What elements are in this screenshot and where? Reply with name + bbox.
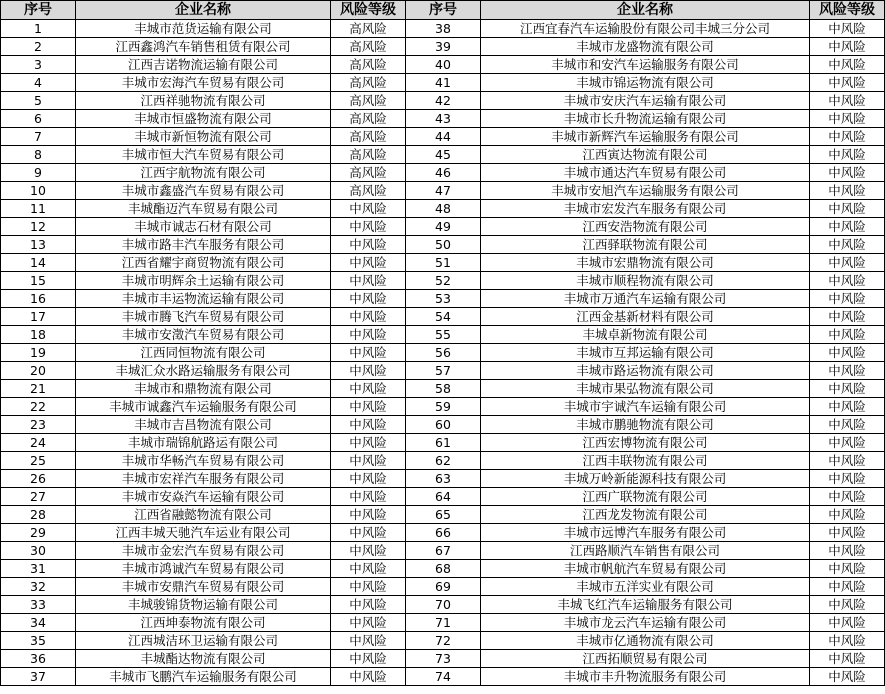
cell-company-name: 江西寅达物流有限公司: [481, 146, 810, 164]
cell-company-name: 丰城市恒大汽车贸易有限公司: [76, 146, 331, 164]
cell-no: 33: [1, 596, 76, 614]
cell-risk-level: 中风险: [810, 542, 885, 560]
cell-no: 49: [406, 218, 481, 236]
cell-risk-level: 中风险: [331, 272, 406, 290]
cell-company-name: 丰城万岭新能源科技有限公司: [481, 470, 810, 488]
cell-risk-level: 中风险: [331, 668, 406, 686]
cell-risk-level: 中风险: [810, 362, 885, 380]
cell-company-name: 丰城市龙云汽车运输有限公司: [481, 614, 810, 632]
cell-risk-level: 中风险: [331, 362, 406, 380]
table-row: [1, 38, 885, 56]
cell-no: 11: [1, 200, 76, 218]
cell-no: 62: [406, 452, 481, 470]
cell-company-name: 江西驿联物流有限公司: [481, 236, 810, 254]
cell-company-name: 丰城市和鼎物流有限公司: [76, 380, 331, 398]
cell-company-name: 丰城市顺程物流有限公司: [481, 272, 810, 290]
cell-company-name: 丰城飞红汽车运输服务有限公司: [481, 596, 810, 614]
cell-no: 25: [1, 452, 76, 470]
cell-risk-level: 中风险: [331, 524, 406, 542]
cell-risk-level: 中风险: [810, 578, 885, 596]
table-row: [1, 668, 885, 686]
cell-company-name: 江西同恒物流有限公司: [76, 344, 331, 362]
cell-no: 15: [1, 272, 76, 290]
cell-company-name: 江西省融懿物流有限公司: [76, 506, 331, 524]
table-row: [1, 488, 885, 506]
cell-company-name: 丰城骏锦货物运输有限公司: [76, 596, 331, 614]
cell-company-name: 江西鑫鸿汽车销售租赁有限公司: [76, 38, 331, 56]
cell-risk-level: 中风险: [331, 380, 406, 398]
cell-company-name: 丰城市安鼎汽车贸易有限公司: [76, 578, 331, 596]
cell-risk-level: 中风险: [810, 560, 885, 578]
cell-risk-level: 中风险: [810, 164, 885, 182]
cell-company-name: 丰城市明辉余土运输有限公司: [76, 272, 331, 290]
cell-risk-level: 中风险: [810, 272, 885, 290]
cell-risk-level: 中风险: [331, 434, 406, 452]
cell-no: 69: [406, 578, 481, 596]
cell-risk-level: 中风险: [331, 506, 406, 524]
cell-risk-level: 中风险: [810, 236, 885, 254]
cell-risk-level: 中风险: [810, 452, 885, 470]
cell-risk-level: 中风险: [810, 182, 885, 200]
cell-risk-level: 中风险: [810, 614, 885, 632]
cell-no: 54: [406, 308, 481, 326]
cell-risk-level: 中风险: [331, 416, 406, 434]
cell-risk-level: 中风险: [810, 218, 885, 236]
cell-company-name: 丰城市华畅汽车贸易有限公司: [76, 452, 331, 470]
cell-company-name: 丰城市远博汽车服务有限公司: [481, 524, 810, 542]
cell-risk-level: 中风险: [810, 632, 885, 650]
cell-no: 68: [406, 560, 481, 578]
table-row: [1, 92, 885, 110]
cell-no: 39: [406, 38, 481, 56]
cell-no: 20: [1, 362, 76, 380]
cell-company-name: 丰城汇众水路运输服务有限公司: [76, 362, 331, 380]
cell-company-name: 江西吉诺物流运输有限公司: [76, 56, 331, 74]
cell-no: 28: [1, 506, 76, 524]
cell-no: 9: [1, 164, 76, 182]
cell-risk-level: 高风险: [331, 20, 406, 38]
cell-company-name: 丰城市安焱汽车运输有限公司: [76, 488, 331, 506]
table-row: [1, 110, 885, 128]
table-row: [1, 56, 885, 74]
table-row: [1, 596, 885, 614]
cell-company-name: 丰城市锦运物流有限公司: [481, 74, 810, 92]
table-row: [1, 524, 885, 542]
cell-company-name: 丰城市宇诚汽车运输有限公司: [481, 398, 810, 416]
cell-risk-level: 中风险: [810, 416, 885, 434]
cell-no: 30: [1, 542, 76, 560]
cell-company-name: 丰城市宏祥汽车服务有限公司: [76, 470, 331, 488]
cell-risk-level: 中风险: [331, 632, 406, 650]
table-row: [1, 290, 885, 308]
cell-company-name: 丰城卓新物流有限公司: [481, 326, 810, 344]
cell-company-name: 丰城市安旭汽车运输服务有限公司: [481, 182, 810, 200]
cell-no: 48: [406, 200, 481, 218]
cell-risk-level: 高风险: [331, 74, 406, 92]
cell-no: 52: [406, 272, 481, 290]
cell-no: 42: [406, 92, 481, 110]
cell-risk-level: 中风险: [810, 506, 885, 524]
cell-risk-level: 中风险: [810, 398, 885, 416]
cell-risk-level: 高风险: [331, 110, 406, 128]
cell-risk-level: 中风险: [331, 650, 406, 668]
table-row: [1, 74, 885, 92]
cell-risk-level: 中风险: [331, 614, 406, 632]
cell-risk-level: 中风险: [810, 344, 885, 362]
cell-company-name: 江西丰城天驰汽车运业有限公司: [76, 524, 331, 542]
cell-no: 45: [406, 146, 481, 164]
cell-company-name: 江西拓顺贸易有限公司: [481, 650, 810, 668]
cell-no: 58: [406, 380, 481, 398]
cell-risk-level: 中风险: [331, 290, 406, 308]
table-row: [1, 560, 885, 578]
cell-no: 34: [1, 614, 76, 632]
cell-no: 19: [1, 344, 76, 362]
header-row: [1, 1, 885, 20]
table-row: [1, 254, 885, 272]
table-row: [1, 128, 885, 146]
cell-company-name: 丰城市范货运输有限公司: [76, 20, 331, 38]
cell-company-name: 丰城市宏海汽车贸易有限公司: [76, 74, 331, 92]
cell-risk-level: 中风险: [810, 308, 885, 326]
cell-risk-level: 中风险: [331, 578, 406, 596]
cell-no: 56: [406, 344, 481, 362]
cell-no: 21: [1, 380, 76, 398]
cell-no: 57: [406, 362, 481, 380]
cell-company-name: 丰城市丰运物流运输有限公司: [76, 290, 331, 308]
cell-no: 22: [1, 398, 76, 416]
cell-no: 63: [406, 470, 481, 488]
cell-company-name: 江西省耀宇商贸物流有限公司: [76, 254, 331, 272]
cell-company-name: 江西祥驰物流有限公司: [76, 92, 331, 110]
cell-no: 10: [1, 182, 76, 200]
table-row: [1, 164, 885, 182]
cell-risk-level: 中风险: [810, 380, 885, 398]
cell-risk-level: 高风险: [331, 146, 406, 164]
cell-no: 53: [406, 290, 481, 308]
cell-risk-level: 中风险: [810, 326, 885, 344]
cell-company-name: 丰城市金宏汽车贸易有限公司: [76, 542, 331, 560]
cell-company-name: 丰城市帆航汽车贸易有限公司: [481, 560, 810, 578]
cell-company-name: 丰城市新辉汽车运输服务有限公司: [481, 128, 810, 146]
table-row: [1, 236, 885, 254]
cell-no: 38: [406, 20, 481, 38]
cell-risk-level: 中风险: [810, 56, 885, 74]
table-row: [1, 542, 885, 560]
cell-risk-level: 中风险: [810, 434, 885, 452]
cell-risk-level: 中风险: [810, 488, 885, 506]
cell-company-name: 江西丰联物流有限公司: [481, 452, 810, 470]
cell-company-name: 丰城市亿通物流有限公司: [481, 632, 810, 650]
cell-no: 71: [406, 614, 481, 632]
cell-no: 1: [1, 20, 76, 38]
cell-no: 61: [406, 434, 481, 452]
cell-risk-level: 高风险: [331, 182, 406, 200]
cell-risk-level: 高风险: [331, 56, 406, 74]
header-risk-left: 风险等级: [331, 1, 406, 20]
cell-no: 70: [406, 596, 481, 614]
cell-no: 7: [1, 128, 76, 146]
cell-risk-level: 中风险: [331, 236, 406, 254]
table-row: [1, 308, 885, 326]
cell-company-name: 丰城市果弘物流有限公司: [481, 380, 810, 398]
cell-risk-level: 中风险: [331, 308, 406, 326]
cell-no: 26: [1, 470, 76, 488]
table-row: [1, 452, 885, 470]
cell-company-name: 丰城市新恒物流有限公司: [76, 128, 331, 146]
table-row: [1, 398, 885, 416]
cell-risk-level: 中风险: [810, 254, 885, 272]
cell-company-name: 江西广联物流有限公司: [481, 488, 810, 506]
header-no-left: 序号: [1, 1, 76, 20]
cell-risk-level: 中风险: [810, 38, 885, 56]
table-row: [1, 218, 885, 236]
table-row: [1, 362, 885, 380]
cell-no: 60: [406, 416, 481, 434]
table-row: [1, 578, 885, 596]
cell-no: 73: [406, 650, 481, 668]
header-name-right: 企业名称: [481, 1, 810, 20]
cell-company-name: 丰城市通达汽车贸易有限公司: [481, 164, 810, 182]
cell-company-name: 丰城市鹏驰物流有限公司: [481, 416, 810, 434]
cell-risk-level: 中风险: [331, 254, 406, 272]
table-row: [1, 434, 885, 452]
cell-company-name: 丰城市飞鹏汽车运输服务有限公司: [76, 668, 331, 686]
cell-company-name: 丰城市路运物流有限公司: [481, 362, 810, 380]
cell-company-name: 江西宜春汽车运输股份有限公司丰城三分公司: [481, 20, 810, 38]
table-row: [1, 272, 885, 290]
cell-company-name: 丰城市丰升物流服务有限公司: [481, 668, 810, 686]
cell-company-name: 丰城市鸿诚汽车贸易有限公司: [76, 560, 331, 578]
cell-risk-level: 高风险: [331, 38, 406, 56]
cell-company-name: 丰城市长升物流运输有限公司: [481, 110, 810, 128]
table-row: [1, 200, 885, 218]
cell-risk-level: 中风险: [331, 596, 406, 614]
cell-company-name: 江西龙发物流有限公司: [481, 506, 810, 524]
cell-company-name: 丰城市安澂汽车贸易有限公司: [76, 326, 331, 344]
cell-company-name: 江西路顺汽车销售有限公司: [481, 542, 810, 560]
cell-no: 13: [1, 236, 76, 254]
cell-no: 74: [406, 668, 481, 686]
cell-no: 27: [1, 488, 76, 506]
cell-risk-level: 中风险: [810, 470, 885, 488]
cell-risk-level: 中风险: [810, 668, 885, 686]
cell-no: 16: [1, 290, 76, 308]
cell-risk-level: 中风险: [810, 74, 885, 92]
cell-company-name: 丰城市腾飞汽车贸易有限公司: [76, 308, 331, 326]
cell-no: 5: [1, 92, 76, 110]
table-row: [1, 470, 885, 488]
cell-company-name: 丰城市恒盛物流有限公司: [76, 110, 331, 128]
cell-company-name: 丰城市五洋实业有限公司: [481, 578, 810, 596]
cell-company-name: 丰城市互邦运输有限公司: [481, 344, 810, 362]
cell-company-name: 丰城酯达物流有限公司: [76, 650, 331, 668]
cell-risk-level: 中风险: [810, 650, 885, 668]
cell-risk-level: 中风险: [810, 110, 885, 128]
table-row: [1, 182, 885, 200]
cell-company-name: 丰城市瑞锦航路运有限公司: [76, 434, 331, 452]
cell-risk-level: 中风险: [331, 542, 406, 560]
cell-company-name: 丰城酯迈汽车贸易有限公司: [76, 200, 331, 218]
cell-risk-level: 中风险: [331, 470, 406, 488]
cell-no: 14: [1, 254, 76, 272]
cell-risk-level: 高风险: [331, 128, 406, 146]
cell-company-name: 江西宏博物流有限公司: [481, 434, 810, 452]
cell-company-name: 江西城洁环卫运输有限公司: [76, 632, 331, 650]
cell-no: 67: [406, 542, 481, 560]
cell-company-name: 丰城市吉昌物流有限公司: [76, 416, 331, 434]
cell-no: 41: [406, 74, 481, 92]
cell-no: 18: [1, 326, 76, 344]
cell-no: 35: [1, 632, 76, 650]
cell-no: 44: [406, 128, 481, 146]
cell-no: 32: [1, 578, 76, 596]
cell-risk-level: 中风险: [810, 524, 885, 542]
cell-no: 37: [1, 668, 76, 686]
cell-risk-level: 中风险: [810, 290, 885, 308]
table-row: [1, 614, 885, 632]
cell-risk-level: 中风险: [331, 452, 406, 470]
cell-risk-level: 中风险: [810, 128, 885, 146]
cell-company-name: 丰城市宏鼎物流有限公司: [481, 254, 810, 272]
cell-risk-level: 中风险: [331, 218, 406, 236]
table-row: [1, 344, 885, 362]
cell-company-name: 丰城市诚鑫汽车运输服务有限公司: [76, 398, 331, 416]
cell-no: 59: [406, 398, 481, 416]
cell-company-name: 江西坤泰物流有限公司: [76, 614, 331, 632]
cell-company-name: 丰城市诚志石材有限公司: [76, 218, 331, 236]
cell-no: 43: [406, 110, 481, 128]
cell-company-name: 江西安浩物流有限公司: [481, 218, 810, 236]
cell-no: 2: [1, 38, 76, 56]
cell-no: 55: [406, 326, 481, 344]
cell-risk-level: 中风险: [331, 326, 406, 344]
cell-company-name: 江西金基新材料有限公司: [481, 308, 810, 326]
cell-no: 6: [1, 110, 76, 128]
cell-no: 12: [1, 218, 76, 236]
cell-risk-level: 中风险: [810, 200, 885, 218]
cell-risk-level: 中风险: [810, 596, 885, 614]
cell-no: 72: [406, 632, 481, 650]
cell-no: 66: [406, 524, 481, 542]
cell-risk-level: 中风险: [331, 344, 406, 362]
cell-no: 17: [1, 308, 76, 326]
table-row: [1, 326, 885, 344]
cell-risk-level: 高风险: [331, 92, 406, 110]
cell-company-name: 丰城市鑫盛汽车贸易有限公司: [76, 182, 331, 200]
cell-risk-level: 中风险: [331, 560, 406, 578]
cell-company-name: 江西宇航物流有限公司: [76, 164, 331, 182]
cell-risk-level: 中风险: [331, 398, 406, 416]
cell-company-name: 丰城市和安汽车运输服务有限公司: [481, 56, 810, 74]
table-row: [1, 20, 885, 38]
cell-no: 4: [1, 74, 76, 92]
cell-company-name: 丰城市安庆汽车运输有限公司: [481, 92, 810, 110]
cell-no: 64: [406, 488, 481, 506]
cell-company-name: 丰城市龙盛物流有限公司: [481, 38, 810, 56]
cell-no: 23: [1, 416, 76, 434]
cell-no: 36: [1, 650, 76, 668]
cell-risk-level: 中风险: [810, 92, 885, 110]
table-row: [1, 506, 885, 524]
cell-risk-level: 高风险: [331, 164, 406, 182]
cell-no: 50: [406, 236, 481, 254]
cell-no: 31: [1, 560, 76, 578]
cell-no: 8: [1, 146, 76, 164]
cell-risk-level: 中风险: [810, 20, 885, 38]
header-no-right: 序号: [406, 1, 481, 20]
table-row: [1, 416, 885, 434]
header-risk-right: 风险等级: [810, 1, 885, 20]
cell-risk-level: 中风险: [331, 200, 406, 218]
table-row: [1, 146, 885, 164]
cell-no: 3: [1, 56, 76, 74]
cell-company-name: 丰城市万通汽车运输有限公司: [481, 290, 810, 308]
cell-no: 46: [406, 164, 481, 182]
cell-no: 65: [406, 506, 481, 524]
table-row: [1, 650, 885, 668]
table-row: [1, 380, 885, 398]
cell-risk-level: 中风险: [331, 488, 406, 506]
cell-no: 47: [406, 182, 481, 200]
cell-company-name: 丰城市宏发汽车服务有限公司: [481, 200, 810, 218]
cell-no: 29: [1, 524, 76, 542]
cell-company-name: 丰城市路丰汽车服务有限公司: [76, 236, 331, 254]
table-row: [1, 632, 885, 650]
cell-no: 24: [1, 434, 76, 452]
cell-no: 51: [406, 254, 481, 272]
table-body: [1, 20, 885, 686]
header-name-left: 企业名称: [76, 1, 331, 20]
cell-no: 40: [406, 56, 481, 74]
cell-risk-level: 中风险: [810, 146, 885, 164]
